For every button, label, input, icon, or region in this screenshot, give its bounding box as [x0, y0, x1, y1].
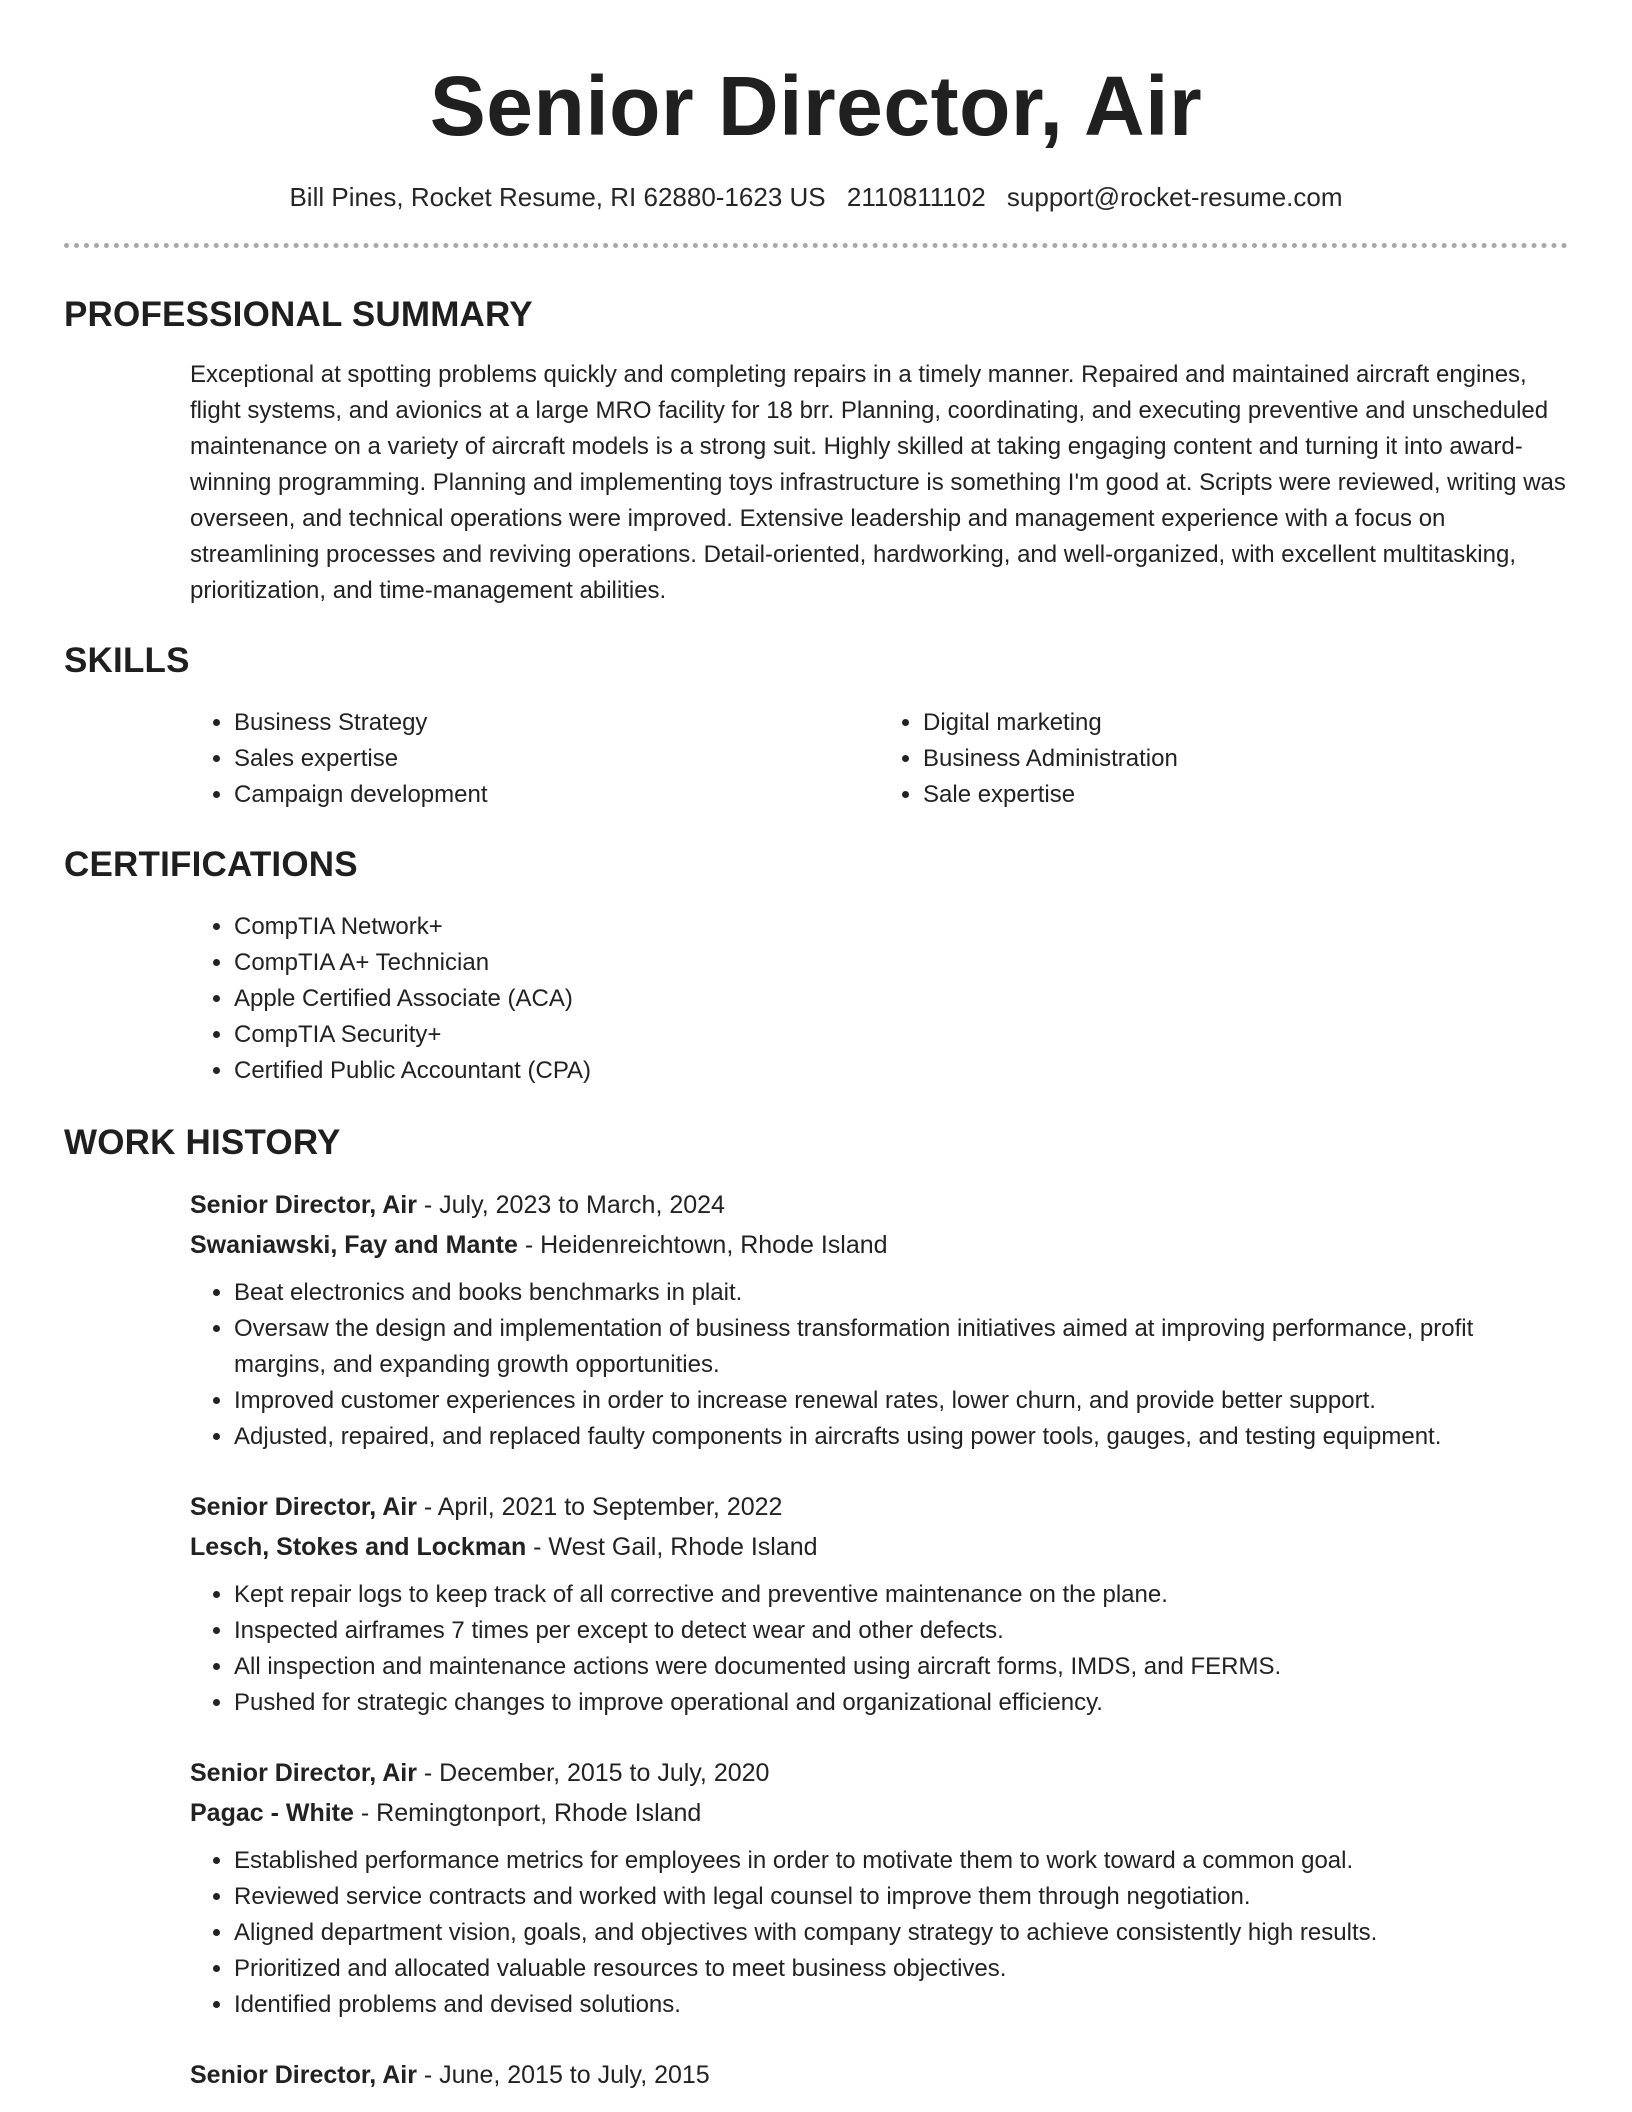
- job-location: - West Gail, Rhode Island: [526, 1533, 818, 1561]
- skill-item: • Campaign development: [234, 777, 879, 813]
- job-entry: [190, 2055, 1568, 2095]
- work-history-heading: WORK HISTORY: [64, 1123, 341, 1162]
- header-divider: [64, 243, 1568, 248]
- job-title-line: [190, 1753, 1568, 1793]
- resume-page: [64, 0, 1568, 2095]
- job-bullets: [190, 1577, 1568, 1721]
- certifications-list: [190, 909, 1568, 1089]
- job-bullet: • Adjusted, repaired, and replaced faulty components in aircrafts using power tools, gauges, and testing equipment.: [234, 1419, 1568, 1455]
- job-bullet: • Oversaw the design and implementation of business transformation initiatives aimed at improving performance, profit margins, and expanding growth opportunities.: [234, 1311, 1568, 1383]
- job-role: Senior Director, Air: [190, 1759, 417, 1787]
- job-role: Senior Director, Air: [190, 2061, 417, 2089]
- job-dates: - April, 2021 to September, 2022: [416, 1493, 783, 1521]
- job-bullet: • Inspected airframes 7 times per except to detect wear and other defects.: [234, 1613, 1568, 1649]
- contact-address: Bill Pines, Rocket Resume, RI 62880-1623 US: [289, 182, 826, 212]
- job-bullet: • Established performance metrics for employees in order to motivate them to work toward a common goal.: [234, 1843, 1568, 1879]
- job-entry: [190, 1753, 1568, 2023]
- certifications-heading: CERTIFICATIONS: [64, 845, 358, 884]
- certification-item: • Certified Public Accountant (CPA): [234, 1053, 1568, 1089]
- job-company: Pagac - White: [190, 1799, 354, 1827]
- skills-column-right: [879, 705, 1568, 813]
- job-role: Senior Director, Air: [190, 1191, 417, 1219]
- skills-heading: SKILLS: [64, 641, 190, 680]
- summary-text: Exceptional at spotting problems quickly and completing repairs in a timely manner. Repaired and maintained aircraft engines, flight systems, and avionics at a large MRO facility for 18 brr. Planning, coordinating, and executing preventive and unscheduled maintenance on a variety of aircraft models is a strong suit. Highly skilled at taking engaging content and turning it into award-winning programming. Planning and implementing toys infrastructure is something I'm good at. Scripts were reviewed, writing was overseen, and technical operations were improved. Extensive leadership and management experience with a focus on streamlining processes and reviving operations. Detail-oriented, hardworking, and well-organized, with excellent multitasking, prioritization, and time-management abilities.: [190, 361, 1566, 604]
- job-dates: - June, 2015 to July, 2015: [416, 2061, 710, 2089]
- job-location: - Remingtonport, Rhode Island: [353, 1799, 702, 1827]
- job-bullets: [190, 1275, 1568, 1455]
- job-bullets: [190, 1843, 1568, 2023]
- job-company-line: [190, 1527, 1568, 1567]
- resume-title: Senior Director, Air: [429, 59, 1203, 153]
- contact-phone: 2110811102: [846, 182, 986, 212]
- job-bullet: • Prioritized and allocated valuable resources to meet business objectives.: [234, 1951, 1568, 1987]
- certification-item: • CompTIA A+ Technician: [234, 945, 1568, 981]
- job-company: Lesch, Stokes and Lockman: [190, 1533, 527, 1561]
- contact-line: [64, 180, 1568, 214]
- skill-item: • Sale expertise: [923, 777, 1568, 813]
- certification-item: • Apple Certified Associate (ACA): [234, 981, 1568, 1017]
- job-bullet: • Improved customer experiences in order to increase renewal rates, lower churn, and provide better support.: [234, 1383, 1568, 1419]
- certification-item: • CompTIA Network+: [234, 909, 1568, 945]
- job-bullet: • All inspection and maintenance actions were documented using aircraft forms, IMDS, and FERMS.: [234, 1649, 1568, 1685]
- job-entry: [190, 1487, 1568, 1721]
- job-entry: [190, 1185, 1568, 1455]
- certification-item: • CompTIA Security+: [234, 1017, 1568, 1053]
- job-bullet: • Aligned department vision, goals, and objectives with company strategy to achieve consistently high results.: [234, 1915, 1568, 1951]
- skills-column-left: [190, 705, 879, 813]
- job-dates: - December, 2015 to July, 2020: [416, 1759, 770, 1787]
- skills-list: [190, 705, 1568, 813]
- skill-item: • Sales expertise: [234, 741, 879, 777]
- job-title-line: [190, 1185, 1568, 1225]
- contact-email[interactable]: support@rocket-resume.com: [1006, 182, 1343, 212]
- job-location: - Heidenreichtown, Rhode Island: [517, 1231, 888, 1259]
- job-bullet: • Pushed for strategic changes to improve operational and organizational efficiency.: [234, 1685, 1568, 1721]
- job-dates: - July, 2023 to March, 2024: [416, 1191, 725, 1219]
- skill-item: • Business Strategy: [234, 705, 879, 741]
- job-company-line: [190, 1793, 1568, 1833]
- job-bullet: • Identified problems and devised solutions.: [234, 1987, 1568, 2023]
- job-bullet: • Kept repair logs to keep track of all corrective and preventive maintenance on the plane.: [234, 1577, 1568, 1613]
- job-title-line: [190, 1487, 1568, 1527]
- job-title-line: [190, 2055, 1568, 2095]
- summary-heading: PROFESSIONAL SUMMARY: [64, 295, 533, 334]
- job-role: Senior Director, Air: [190, 1493, 417, 1521]
- job-company-line: [190, 1225, 1568, 1265]
- skill-item: • Digital marketing: [923, 705, 1568, 741]
- job-bullet: • Beat electronics and books benchmarks in plait.: [234, 1275, 1568, 1311]
- job-bullet: • Reviewed service contracts and worked with legal counsel to improve them through negotiation.: [234, 1879, 1568, 1915]
- skill-item: • Business Administration: [923, 741, 1568, 777]
- certifications-items: [190, 909, 1568, 1089]
- job-company: Swaniawski, Fay and Mante: [190, 1231, 518, 1259]
